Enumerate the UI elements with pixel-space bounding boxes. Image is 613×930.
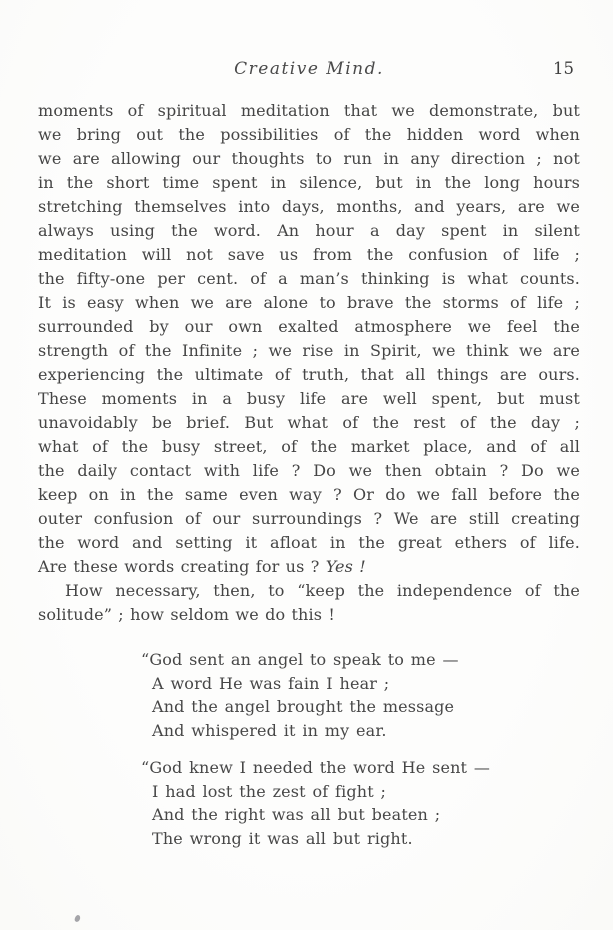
text-line: the fifty-one per cent. of a man’s thinking is what counts. — [38, 269, 580, 288]
poem-line: A word He was fain I hear ; — [152, 673, 390, 693]
text-line: How necessary, then, to “keep the independence of the — [65, 581, 580, 600]
text-line: These moments in a busy life are well spent, but must — [38, 389, 580, 408]
text-line: the daily contact with life ? Do we then obtain ? Do we — [38, 461, 580, 480]
running-title: Creative Mind. — [234, 59, 384, 79]
text-line: we bring out the possibilities of the hidden word when — [38, 125, 580, 144]
ink-speck — [74, 914, 81, 922]
text-line: surrounded by our own exalted atmosphere we feel the — [38, 317, 580, 336]
text-line: the word and setting it afloat in the great ethers of life. — [38, 533, 580, 552]
text-line: meditation will not save us from the confusion of life ; — [38, 245, 580, 264]
text-line: in the short time spent in silence, but in the long hours — [38, 173, 580, 192]
text-line: outer confusion of our surroundings ? We are still creating — [38, 509, 580, 528]
text-line: It is easy when we are alone to brave the storms of life ; — [38, 293, 580, 312]
text-line: experiencing the ultimate of truth, that all things are ours. — [38, 365, 580, 384]
poem-line: And the right was all but beaten ; — [152, 805, 441, 824]
text-line: strength of the Infinite ; we rise in Spirit, we think we are — [38, 341, 580, 360]
text-line: unavoidably be brief. But what of the rest of the day ; — [38, 413, 580, 432]
text-line: always using the word. An hour a day spent in silent — [38, 221, 580, 240]
page-number: 15 — [553, 59, 574, 78]
poem-stanza — [141, 756, 491, 850]
page-header — [38, 59, 580, 83]
emphasized-word: Yes ! — [325, 557, 366, 576]
text-line: stretching themselves into days, months, and years, are we — [38, 197, 580, 216]
text-line: keep on in the same even way ? Or do we fall before the — [38, 485, 580, 504]
poem-line: I had lost the zest of fight ; — [152, 781, 387, 801]
paragraph-end-text: Are these words creating for us ? — [38, 557, 326, 576]
poem-line: “God knew I needed the word He sent — — [141, 758, 491, 777]
text-line: what of the busy street, of the market place, and of all — [38, 437, 580, 456]
poem-line: “God sent an angel to speak to me — — [141, 650, 459, 669]
poem-block — [141, 648, 491, 864]
poem-line: The wrong it was all but right. — [152, 828, 413, 848]
text-line: we are allowing our thoughts to run in any direction ; not — [38, 149, 580, 168]
poem-stanza — [141, 648, 490, 742]
text-line: moments of spiritual meditation that we demonstrate, but — [38, 101, 580, 120]
poem-line: And the angel brought the message — [152, 697, 455, 716]
text-line: solitude” ; how seldom we do this ! — [38, 605, 335, 624]
body-text — [38, 99, 580, 627]
text-line — [38, 555, 580, 579]
poem-line: And whispered it in my ear. — [152, 720, 387, 740]
